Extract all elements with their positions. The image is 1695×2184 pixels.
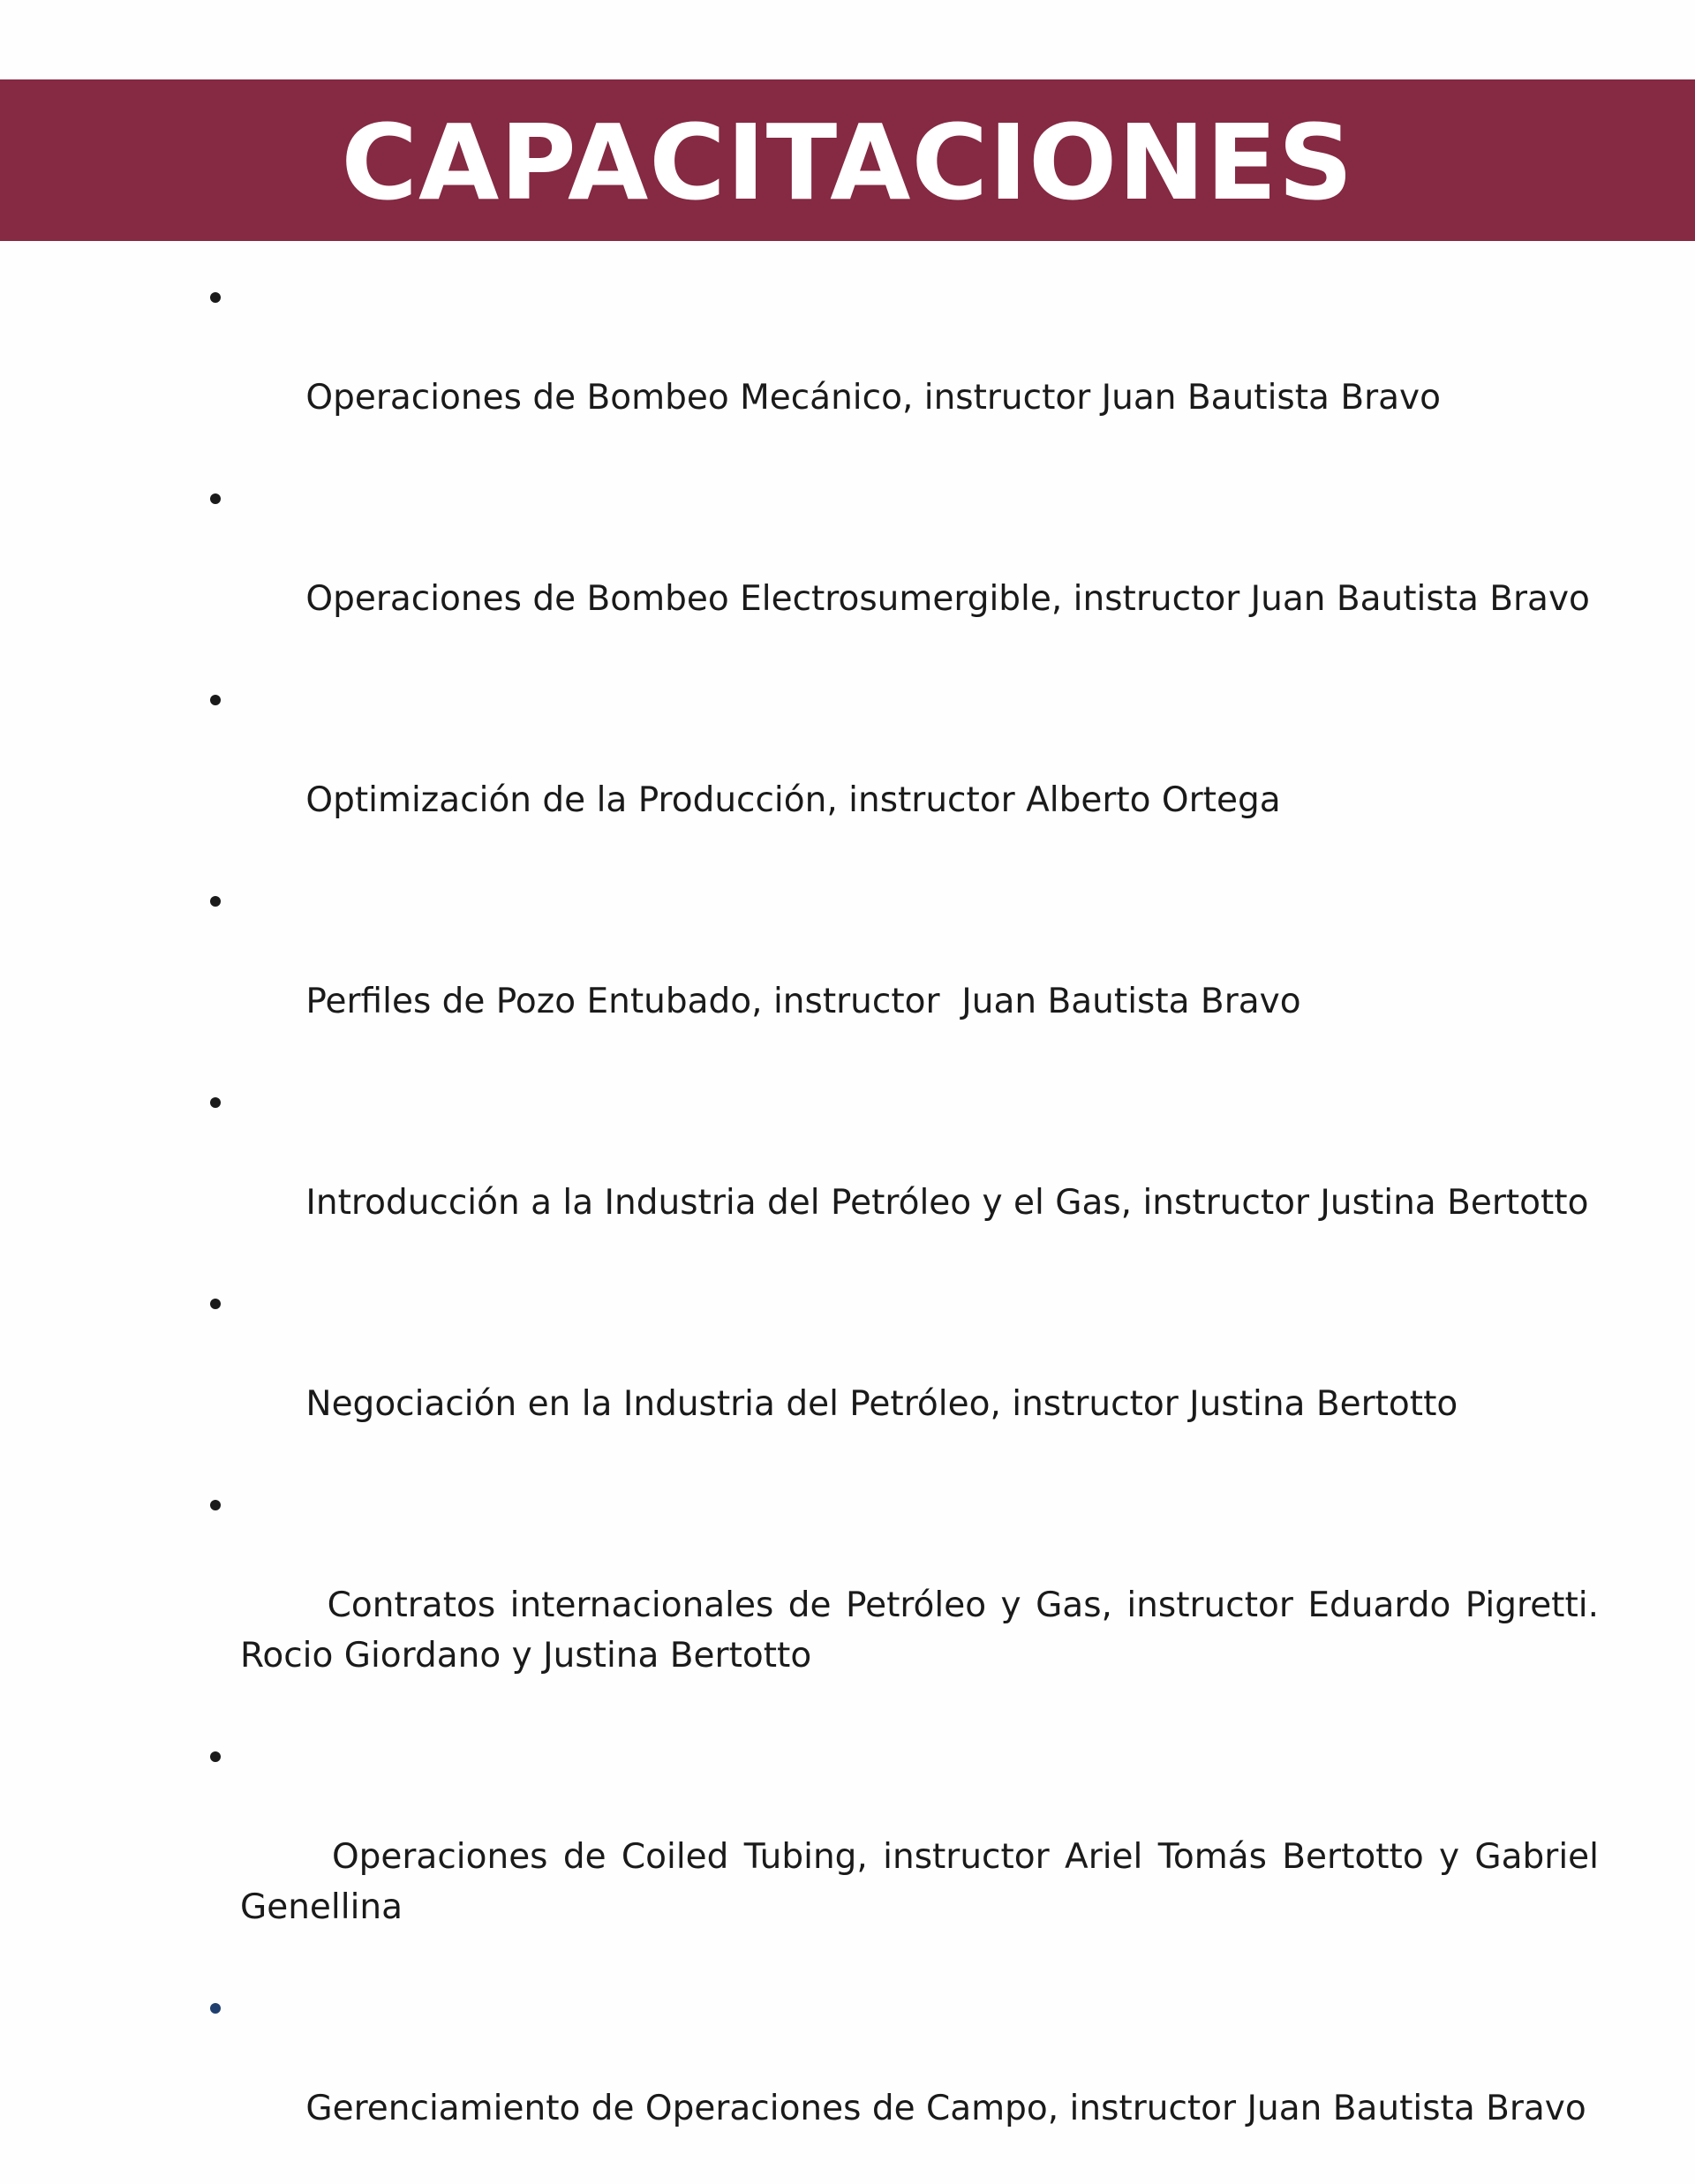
- page-title: CAPACITACIONES: [341, 101, 1354, 223]
- list-item: [208, 272, 1599, 473]
- course-list: [208, 272, 1610, 2184]
- list-item: [208, 1480, 1610, 1731]
- course-text: Operaciones de Bombeo Mecánico, instructor Juan Bautista Bravo: [305, 378, 1441, 418]
- bullet-icon: [210, 1500, 221, 1510]
- title-banner: [0, 79, 1695, 241]
- list-item: [208, 473, 1599, 674]
- list-item: [208, 1983, 1599, 2184]
- bullet-icon: [210, 896, 221, 907]
- course-text: Contratos internacionales de Petróleo y Gas, instructor Eduardo Pigretti. Rocio Giordano y Justina Bertotto: [240, 1585, 1610, 1676]
- bullet-icon: [210, 1097, 221, 1108]
- list-item: [208, 674, 1599, 876]
- bullet-icon: [210, 1751, 221, 1762]
- course-text: Introducción a la Industria del Petróleo y el Gas, instructor Justina Bertotto: [305, 1183, 1589, 1223]
- bullet-icon: [210, 493, 221, 504]
- bullet-icon: [210, 2003, 221, 2014]
- course-text: Optimización de la Producción, instructor Alberto Ortega: [305, 780, 1281, 820]
- course-text: Perfiles de Pozo Entubado, instructor Juan Bautista Bravo: [305, 982, 1301, 1021]
- course-text: Gerenciamiento de Operaciones de Campo, instructor Juan Bautista Bravo: [305, 2089, 1586, 2128]
- bullet-icon: [210, 292, 221, 303]
- list-item: [208, 1731, 1610, 1983]
- bullet-icon: [210, 695, 221, 705]
- list-item: [208, 876, 1599, 1077]
- course-text: Operaciones de Bombeo Electrosumergible, instructor Juan Bautista Bravo: [305, 579, 1590, 619]
- list-item: [208, 1077, 1599, 1278]
- course-text: Negociación en la Industria del Petróleo, instructor Justina Bertotto: [305, 1384, 1458, 1424]
- bullet-icon: [210, 1299, 221, 1309]
- list-item: [208, 1278, 1599, 1480]
- course-text: Operaciones de Coiled Tubing, instructor Ariel Tomás Bertotto y Gabriel Genellina: [240, 1837, 1610, 1927]
